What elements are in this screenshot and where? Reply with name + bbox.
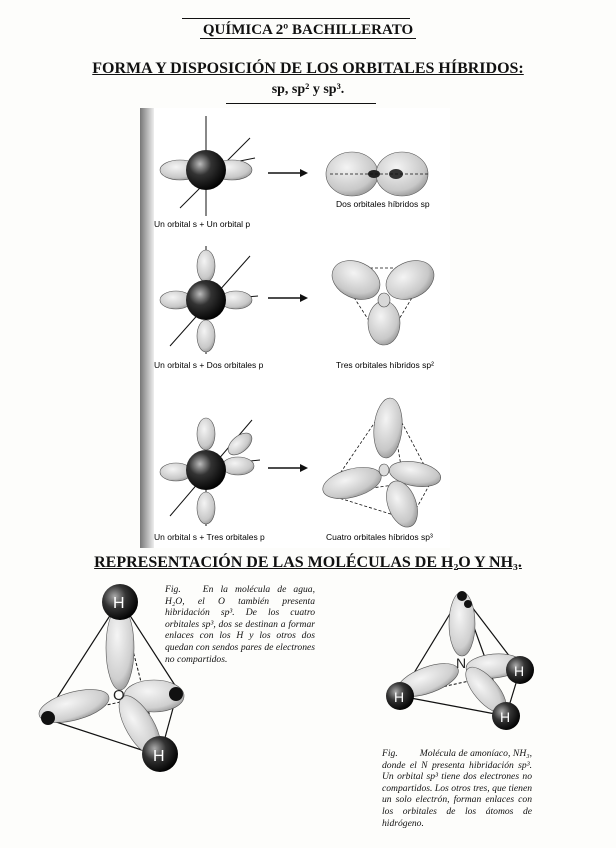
subtitle: sp, sp² y sp³. bbox=[271, 82, 345, 97]
section-title-text: REPRESENTACIÓN DE LAS MOLÉCULAS DE H₂O Y NH₃. bbox=[94, 554, 522, 571]
course-title bbox=[0, 22, 616, 39]
water-caption-text: En la molécula de agua, H₂O, el O también presenta hibridación sp³. De los cuatro orbitales sp³, dos se destinan a formar enlaces con los H y los otros dos quedan con sendos pares de electrones no compartidos. bbox=[165, 584, 315, 665]
ammonia-molecule-illustration bbox=[382, 582, 542, 742]
ammonia-h-label-bottom: H bbox=[500, 709, 511, 725]
water-caption-fig: Fig. bbox=[165, 584, 181, 595]
subtitle-rule bbox=[226, 103, 376, 104]
sp2-row bbox=[154, 246, 440, 370]
row3-right-label: Cuatro orbitales híbridos sp³ bbox=[326, 532, 433, 542]
ammonia-caption bbox=[382, 748, 532, 829]
row3-left-label: Un orbital s + Tres orbitales p bbox=[154, 532, 265, 542]
course-title-text: QUÍMICA 2º BACHILLERATO bbox=[200, 22, 416, 39]
water-caption bbox=[165, 584, 315, 665]
row1-right-label: Dos orbitales híbridos sp bbox=[336, 199, 430, 209]
ammonia-caption-text: Molécula de amoníaco, NH₃, donde el N presenta hibridación sp³. Un orbital sp³ tiene dos electrones no compartidos. Los otros tres, que tienen un solo electrón, forman enlaces con los orbitales de los átomos de hidrógeno. bbox=[382, 748, 532, 829]
sp3-row bbox=[154, 397, 443, 542]
hybrid-orbitals-illustration bbox=[140, 108, 450, 548]
water-o-label: O bbox=[113, 687, 125, 704]
main-title: FORMA Y DISPOSICIÓN DE LOS ORBITALES HÍBRIDOS: bbox=[92, 60, 524, 77]
row2-right-label: Tres orbitales híbridos sp² bbox=[336, 360, 434, 370]
ammonia-h-label-left: H bbox=[394, 689, 405, 705]
hybrid-orbitals-figure bbox=[140, 108, 450, 548]
ammonia-n-label: N bbox=[456, 655, 467, 671]
row1-left-label: Un orbital s + Un orbital p bbox=[154, 219, 251, 229]
row2-left-label: Un orbital s + Dos orbitales p bbox=[154, 360, 264, 370]
ammonia-caption-fig: Fig. bbox=[382, 748, 398, 759]
water-h-label-top: H bbox=[113, 595, 125, 612]
water-h-label-bottom: H bbox=[153, 748, 165, 765]
title-top-rule bbox=[182, 18, 410, 19]
section-title bbox=[0, 554, 616, 572]
ammonia-h-label-right: H bbox=[514, 663, 525, 679]
sp-row bbox=[154, 116, 430, 229]
